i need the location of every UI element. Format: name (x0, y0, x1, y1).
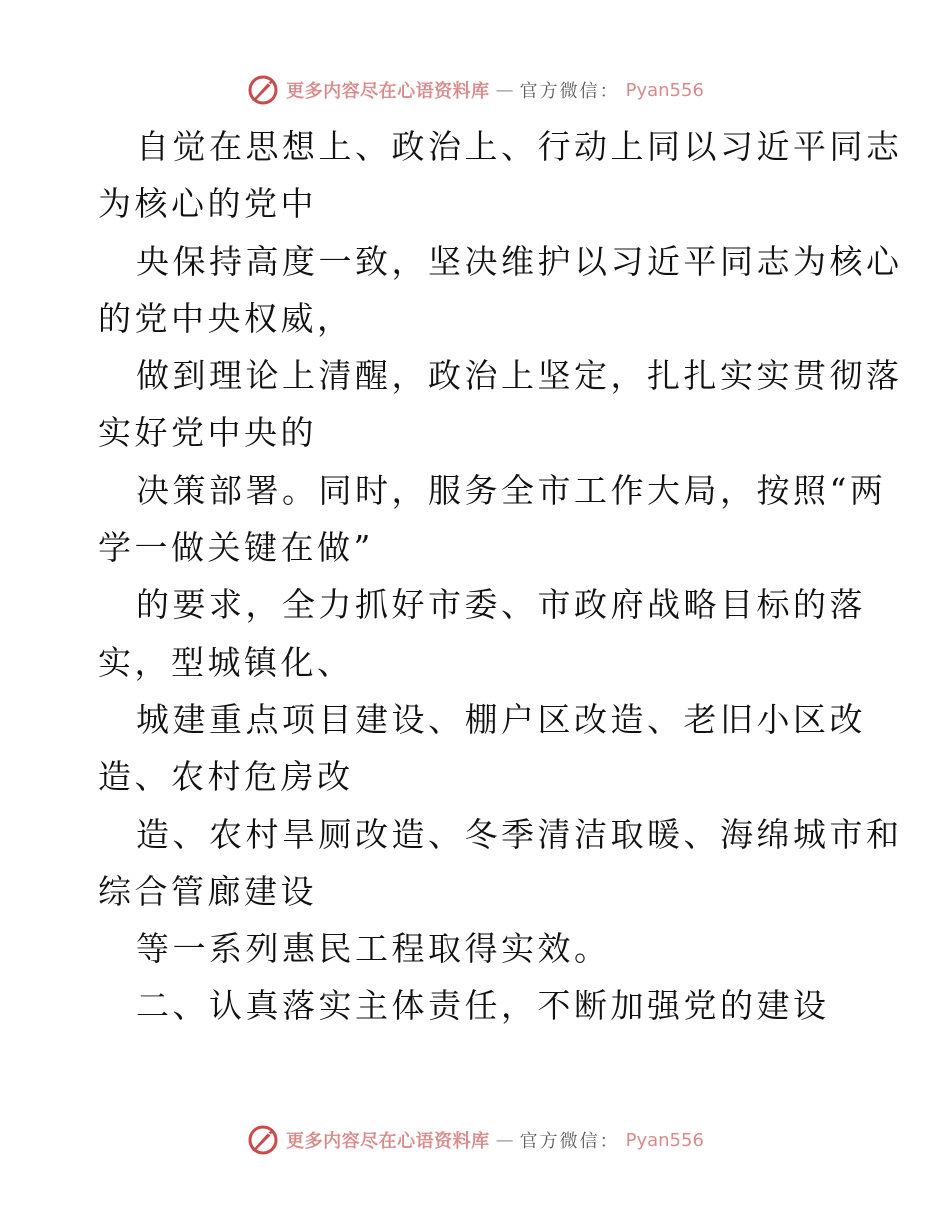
header-watermark (0, 70, 950, 110)
body-line: 综合管廊建设 (98, 871, 317, 911)
watermark-wechat-id: Pyan556 (625, 1129, 704, 1151)
body-line: 等一系列惠民工程取得实效。 (136, 929, 611, 969)
body-line: 的要求，全力抓好市委、市政府战略目标的落 (136, 585, 866, 625)
document-body (98, 118, 903, 1035)
watermark-main-text: 更多内容尽在心语资料库 (286, 1131, 490, 1152)
quill-circle-logo-icon (246, 1123, 280, 1157)
watermark-dash: — (495, 79, 514, 101)
body-line: 央保持高度一致，坚决维护以习近平同志为核心 (136, 241, 903, 281)
body-line: 学一做关键在做” (98, 528, 374, 568)
body-line: 城建重点项目建设、棚户区改造、老旧小区改 (136, 699, 866, 739)
section-heading: 二、认真落实主体责任，不断加强党的建设 (136, 986, 830, 1026)
body-line: 的党中央权威， (98, 298, 354, 338)
body-line: 决策部署。同时，服务全市工作大局，按照“两 (136, 470, 887, 510)
body-line: 实好党中央的 (98, 413, 317, 453)
watermark-wechat-label: 官方微信： (519, 1131, 620, 1152)
body-line: 造、农村旱厕改造、冬季清洁取暖、海绵城市和 (136, 814, 903, 854)
body-line: 做到理论上清醒，政治上坚定，扎扎实实贯彻落 (136, 356, 903, 396)
quill-circle-logo-icon (246, 73, 280, 107)
body-line: 实，型城镇化、 (98, 642, 354, 682)
body-line: 造、农村危房改 (98, 757, 354, 797)
footer-watermark (0, 1120, 950, 1160)
watermark-dash: — (495, 1129, 514, 1151)
body-line: 自觉在思想上、政治上、行动上同以习近平同志 (136, 127, 903, 166)
watermark-wechat-id: Pyan556 (625, 79, 704, 101)
watermark-main-text: 更多内容尽在心语资料库 (286, 81, 490, 102)
watermark-wechat-label: 官方微信： (519, 81, 620, 102)
body-line: 为核心的党中 (98, 184, 317, 224)
